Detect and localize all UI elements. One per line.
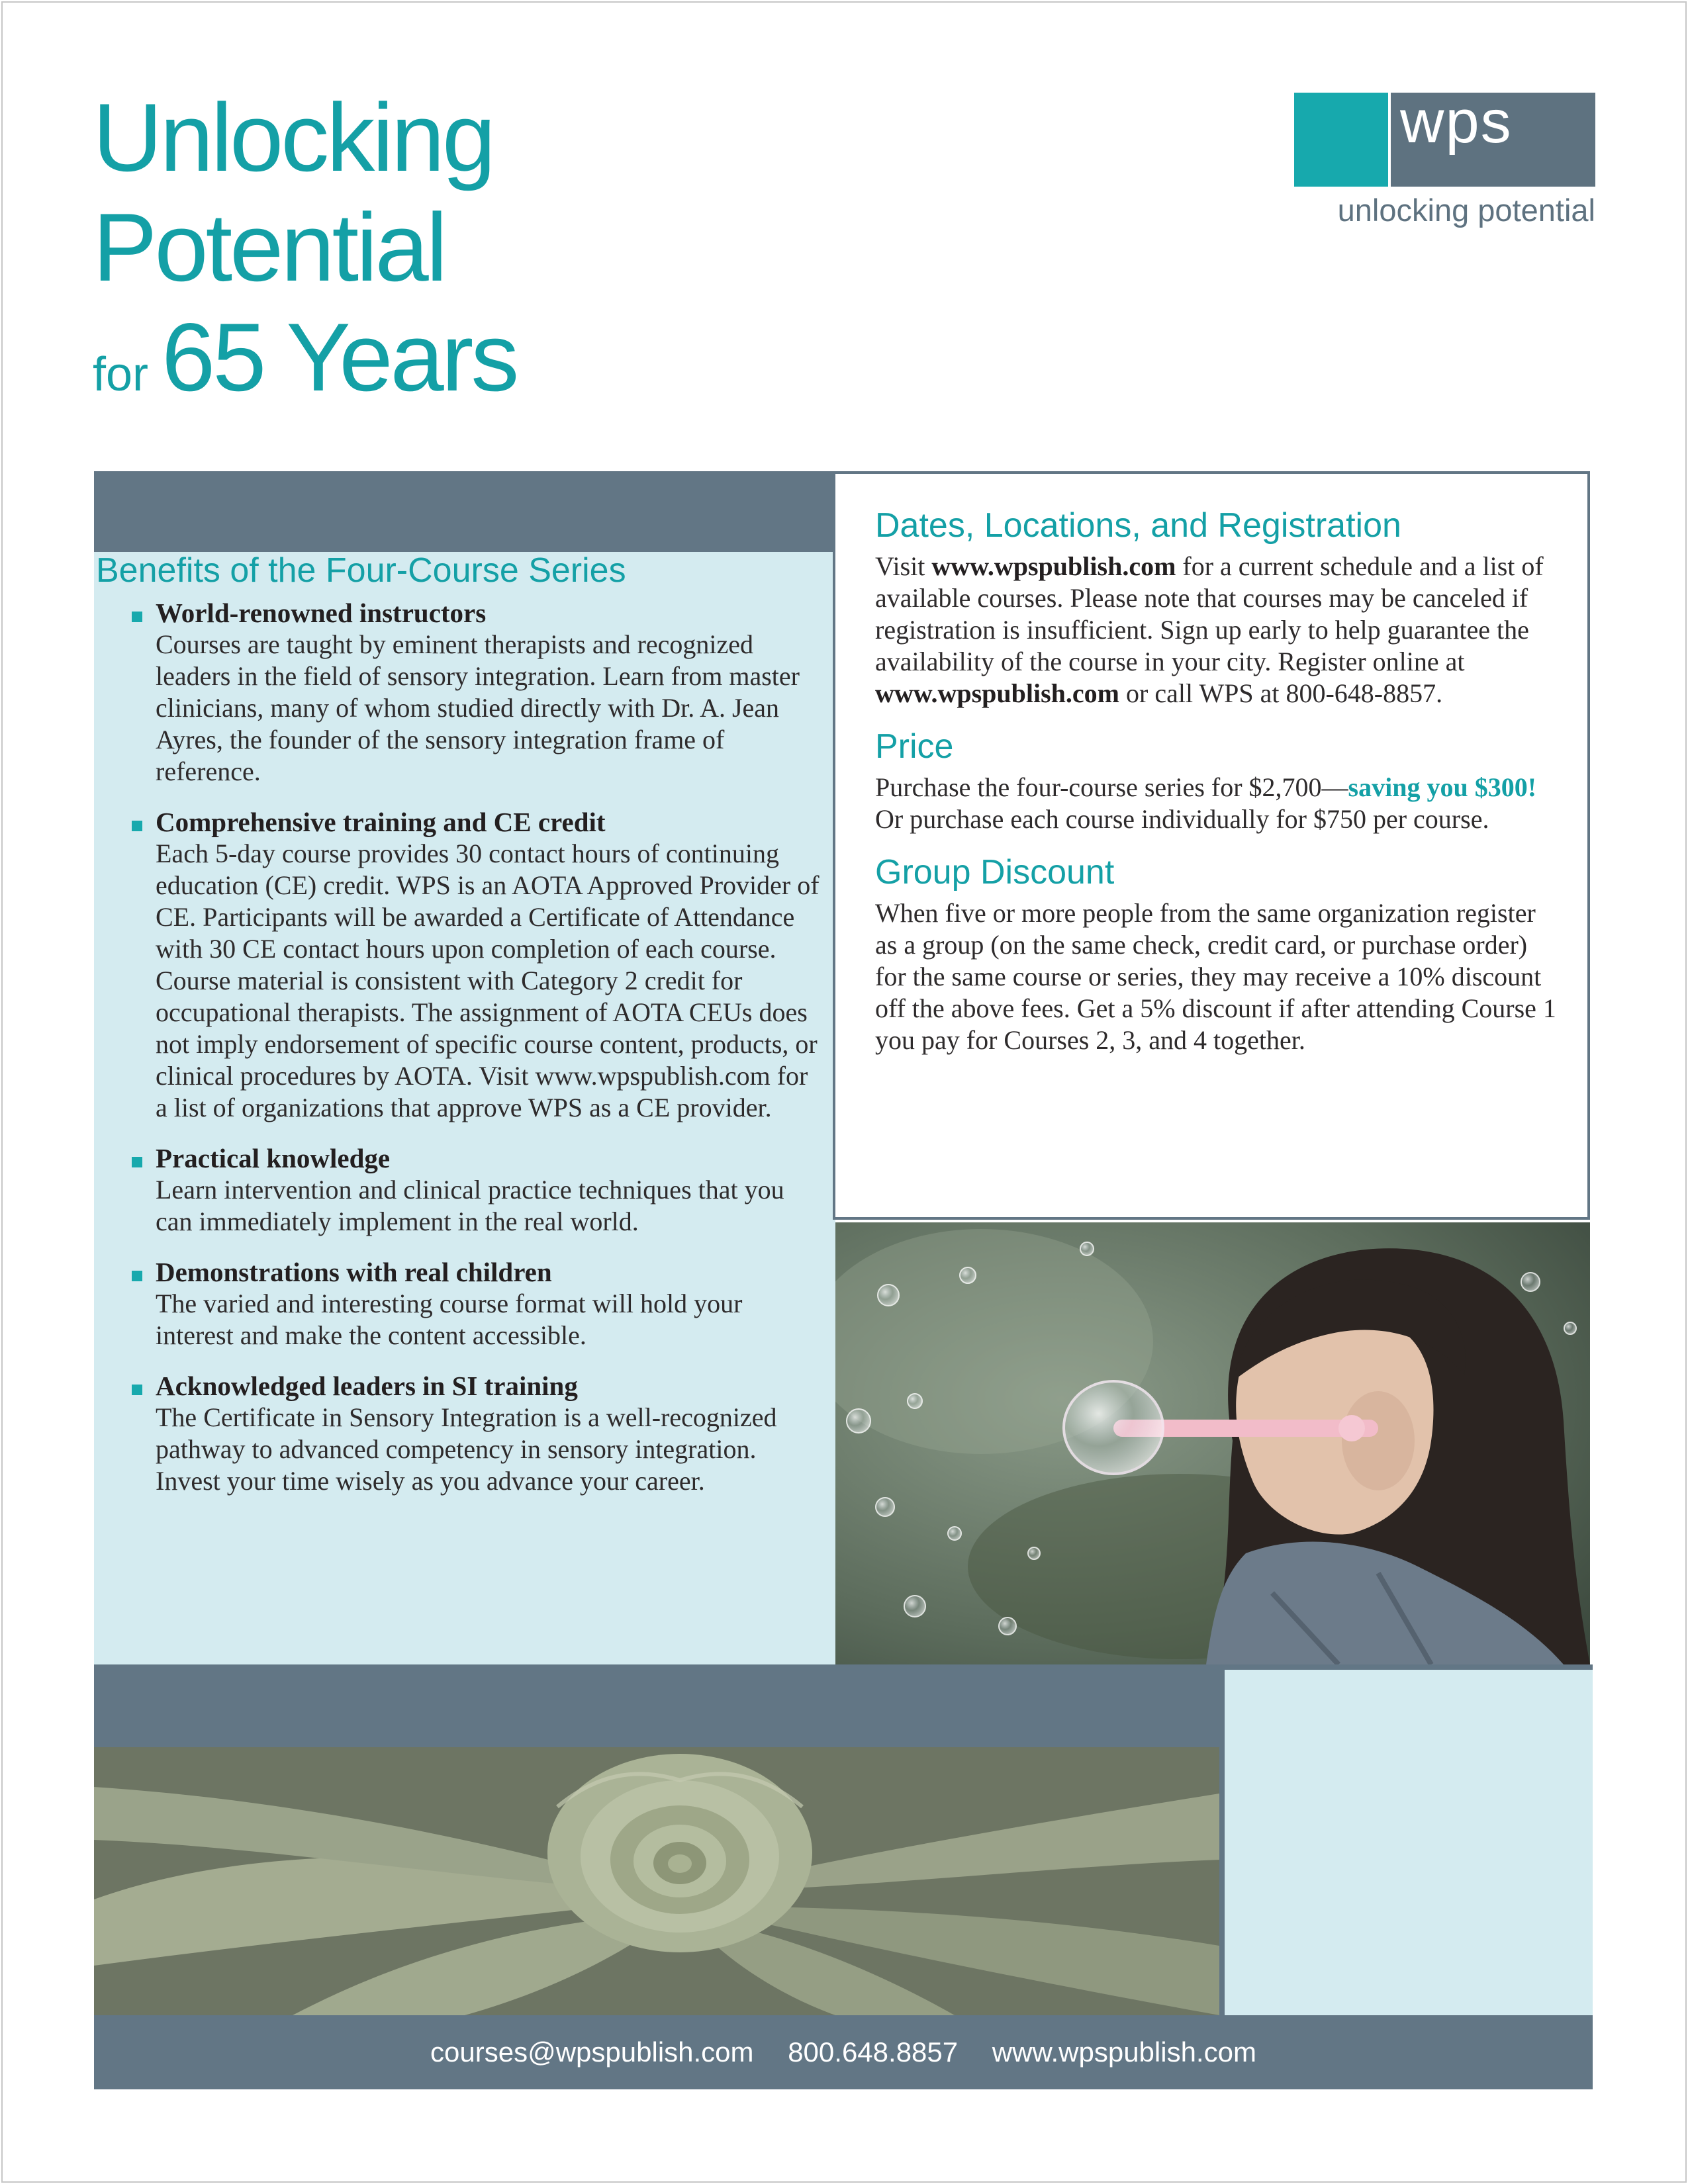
top-slate-bar [94,471,835,552]
page-headline [93,83,516,430]
group-discount-title: Group Discount [875,853,1115,891]
price-savings-highlight: saving you $300! [1348,772,1537,802]
square-bullet-icon [132,1385,142,1395]
benefit-body: Each 5-day course provides 30 contact hours of continuing education (CE) credit. WPS is an AOTA Approved Provider of CE. Participants will be awarded a Certificate of Attendance with 30 CE contact hours upon completion of each course. Course material is consistent with Category 2 credit for occupational therapists. The assignment of AOTA CEUs does not imply endorsement of specific course content, products, or clinical procedures by AOTA. Visit www.wpspublish.com for a list of organizations that approve WPS as a CE provider. [156,839,820,1122]
benefit-title: Demonstrations with real children [156,1257,552,1287]
footer-email-link[interactable]: courses@wpspublish.com [430,2036,754,2068]
benefits-list [96,597,821,1497]
square-bullet-icon [132,821,142,831]
right-lightblue-block [1225,1670,1593,2015]
dates-paragraph [875,551,1557,709]
contact-footer [94,2015,1593,2089]
lower-slate-bar [94,1664,1219,1747]
logo-tagline: unlocking potential [1337,193,1595,228]
dates-text-3: or call WPS at 800-648-8857. [1119,678,1443,708]
succulent-plant-photo [94,1747,1219,2015]
benefit-item [96,806,821,1124]
benefit-title: World-renowned instructors [156,598,487,628]
benefit-body: The Certificate in Sensory Integration is a well-recognized pathway to advanced competency in sensory integration. Invest your time wisely as you advance your career. [156,1402,777,1496]
footer-phone[interactable]: 800.648.8857 [788,2036,959,2068]
benefit-item [96,1370,821,1497]
benefit-item [96,1256,821,1351]
price-paragraph [875,772,1557,835]
square-bullet-icon [132,1157,142,1167]
group-discount-paragraph: When five or more people from the same organization register as a group (on the same check, credit card, or purchase order) for the same course or series, they may receive a 10% discount off the above fees. Get a 5% discount if after attending Course 1 you pay for Courses 2, 3, and 4 together. [875,898,1556,1055]
benefit-title: Practical knowledge [156,1143,391,1173]
dates-title: Dates, Locations, and Registration [875,506,1401,545]
price-text-1: Purchase the four-course series for $2,700— [875,772,1348,802]
benefits-section [96,549,821,1516]
logo-teal-square [1294,93,1388,187]
logo-wordmark: wps [1400,88,1513,156]
benefit-title: Acknowledged leaders in SI training [156,1371,578,1401]
square-bullet-icon [132,1271,142,1281]
benefit-title: Comprehensive training and CE credit [156,807,606,837]
info-section [875,504,1557,1072]
website-link-1[interactable]: www.wpspublish.com [931,551,1176,581]
benefit-item [96,1142,821,1238]
headline-years: 65 Years [162,303,517,411]
footer-website-link[interactable]: www.wpspublish.com [992,2036,1256,2068]
girl-photo-illustration [835,1222,1590,1664]
benefits-title: Benefits of the Four-Course Series [96,551,626,590]
wps-logo [1294,88,1595,238]
dates-text-2: for a current schedule and a list of available courses. Please note that courses may be canceled if registration is insufficient. Sign up early to help guarantee the availability of the course in your city. Register online at [875,551,1544,676]
benefit-body: Courses are taught by eminent therapists and recognized leaders in the field of sensory integration. Learn from master clinicians, many of whom studied directly with Dr. A. Jean Ayres, the founder of the sensory integration frame of reference. [156,629,800,786]
plant-photo-illustration [94,1747,1219,2015]
benefit-body: Learn intervention and clinical practice techniques that you can immediately implement in the real world. [156,1175,784,1236]
girl-blowing-bubbles-photo [835,1222,1590,1664]
price-title: Price [875,727,954,766]
headline-line-1: Unlocking [93,83,494,191]
benefit-body: The varied and interesting course format will hold your interest and make the content accessible. [156,1289,743,1350]
benefit-item [96,597,821,788]
price-text-2: Or purchase each course individually for $750 per course. [875,804,1489,834]
headline-line-2: Potential [93,193,445,301]
website-link-2[interactable]: www.wpspublish.com [875,678,1120,708]
dates-text-1: Visit [875,551,932,581]
headline-line-3 [93,302,516,430]
headline-for: for [93,348,149,401]
square-bullet-icon [132,612,142,622]
